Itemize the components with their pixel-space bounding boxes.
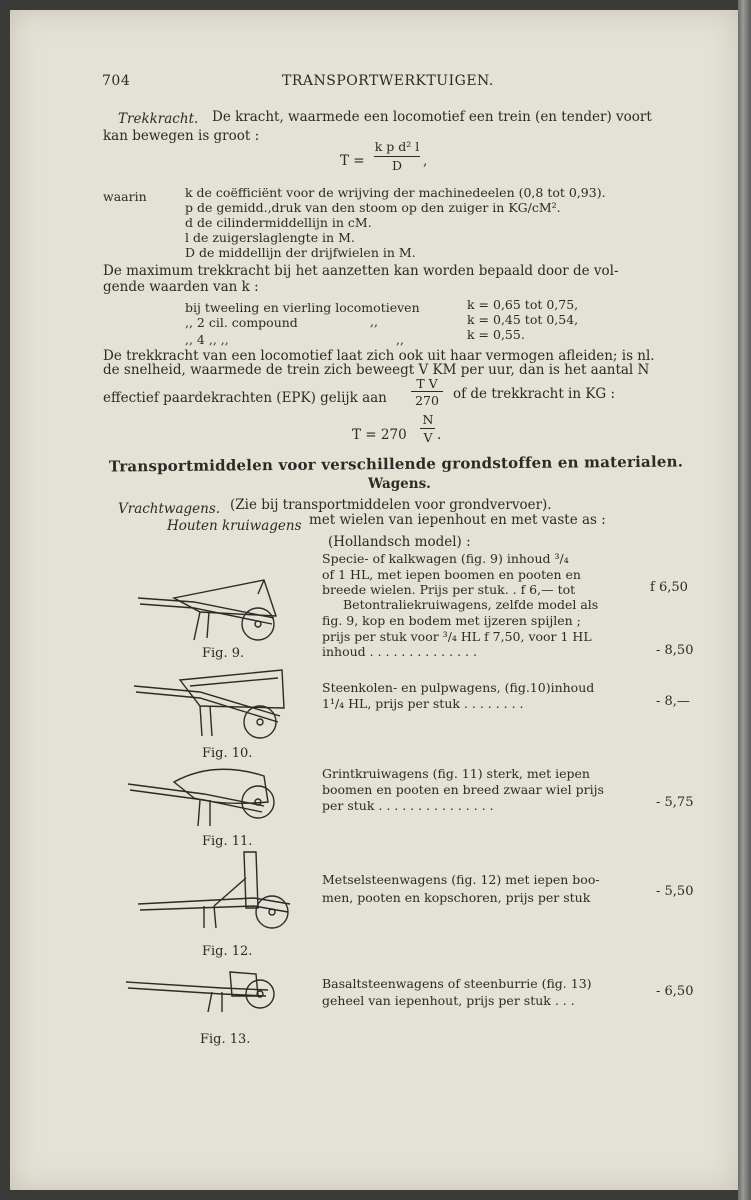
formula2-denominator: V — [423, 430, 433, 445]
brick-barrow-illustration — [134, 848, 294, 940]
max-line1: De maximum trekkracht bij het aanzetten kan worden bepaald door de vol- — [103, 263, 619, 279]
intro-line2: kan bewegen is groot : — [103, 128, 260, 144]
epk-line3a: effectief paardekrachten (EPK) gelijk aan — [103, 390, 387, 406]
stone-barrow-illustration — [122, 966, 282, 1024]
max-line2: gende waarden van k : — [103, 279, 259, 295]
running-title: TRANSPORTWERKTUIGEN. — [282, 73, 494, 89]
fig10-legs — [200, 706, 212, 736]
fig10-handles — [134, 686, 280, 722]
wheelbarrow-open-illustration — [134, 568, 284, 646]
k-row-value: k = 0,65 tot 0,75, — [467, 297, 579, 312]
var-p: p de gemidd.,druk van den stoom op den zuiger in KG/cM². — [185, 200, 561, 215]
item4-price: - 5,50 — [656, 884, 694, 899]
model-text: (Hollandsch model) : — [328, 534, 471, 550]
fig9-hub — [255, 621, 261, 627]
item3-line: Grintkruiwagens (fig. 11) sterk, met iepen — [322, 766, 590, 781]
fig12-upright — [244, 852, 258, 908]
formula2-fraction-bar — [420, 428, 435, 429]
item5-line: geheel van iepenhout, prijs per stuk . . . — [322, 993, 575, 1008]
var-l: l de zuigerslaglengte in M. — [185, 230, 355, 245]
houten-text: met wielen van iepenhout en met vaste as : — [309, 512, 606, 528]
item3-line: per stuk . . . . . . . . . . . . . . . — [322, 798, 494, 813]
k-row-ditto: ,, — [396, 332, 404, 347]
item1-line: Specie- of kalkwagen (fig. 9) inhoud ³/₄ — [322, 551, 569, 566]
vracht-text: (Zie bij transportmiddelen voor grondvervoer). — [230, 497, 552, 513]
item1-line: fig. 9, kop en bodem met ijzeren spijlen ; — [322, 613, 581, 628]
fig13-wheel — [246, 980, 274, 1008]
var-D: D de middellijn der drijfwielen in M. — [185, 245, 416, 260]
page-number: 704 — [102, 73, 131, 89]
k-row-value: k = 0,45 tot 0,54, — [467, 312, 579, 327]
houten-label: Houten kruiwagens — [167, 518, 302, 534]
formula2-end: . — [437, 427, 442, 443]
wheelbarrow-gravel-illustration — [124, 762, 284, 832]
fig11-caption: Fig. 11. — [202, 834, 253, 849]
fig12-caption: Fig. 12. — [202, 944, 253, 959]
k-row-ditto: ,, — [370, 314, 378, 329]
item1-line: prijs per stuk voor ³/₄ HL f 7,50, voor 1 HL — [322, 629, 592, 644]
formula2-numerator: N — [422, 412, 434, 427]
page-edge — [738, 0, 751, 1200]
item4-line: Metselsteenwagens (fig. 12) met iepen boo- — [322, 872, 600, 887]
epk-fraction-numerator: T V — [416, 376, 438, 391]
item3-line: boomen en pooten en breed zwaar wiel prijs — [322, 782, 604, 797]
fig9-tray — [174, 580, 276, 616]
epk-line2: de snelheid, waarmede de trein zich beweegt V KM per uur, dan is het aantal N — [103, 362, 650, 378]
k-row-label: ,, 2 cil. compound — [185, 315, 298, 330]
wheelbarrow-box-illustration — [130, 666, 292, 744]
fig9-caption: Fig. 9. — [202, 646, 245, 661]
formula1-comma: , — [423, 153, 428, 169]
fig12-legs — [204, 878, 246, 928]
epk-line3b: of de trekkracht in KG : — [453, 386, 616, 402]
k-row-label: bij tweeling en vierling locomotieven — [185, 300, 420, 315]
fig13-head — [230, 972, 258, 996]
formula2-lhs: T = 270 — [352, 427, 407, 443]
item2-price: - 8,— — [656, 694, 690, 709]
fig12-hub — [269, 909, 275, 915]
item1-price1: f 6,50 — [650, 580, 688, 595]
formula1-denominator: D — [391, 158, 403, 173]
item5-line: Basaltsteenwagens of steenburrie (fig. 13) — [322, 976, 592, 991]
fig13-caption: Fig. 13. — [200, 1032, 251, 1047]
document-page — [10, 10, 738, 1190]
section-subtitle: Wagens. — [368, 476, 431, 492]
intro-line1: De kracht, waarmede een locomotief een trein (en tender) voort — [212, 109, 652, 125]
item1-line: inhoud . . . . . . . . . . . . . . — [322, 644, 477, 659]
item4-line: men, pooten en kopschoren, prijs per stuk — [322, 890, 591, 905]
var-k: k de coëfficiënt voor de wrijving der machinedeelen (0,8 tot 0,93). — [185, 185, 606, 200]
item5-price: - 6,50 — [656, 984, 694, 999]
vracht-label: Vrachtwagens. — [118, 501, 221, 517]
var-d: d de cilindermiddellijn in cM. — [185, 215, 372, 230]
item1-price2: - 8,50 — [656, 643, 694, 658]
k-row-label: ,, 4 ,, ,, — [185, 332, 229, 347]
item2-line: 1¹/₄ HL, prijs per stuk . . . . . . . . — [322, 696, 524, 711]
item1-line: Betontraliekruiwagens, zelfde model als — [343, 597, 599, 612]
fig10-wheel — [244, 706, 276, 738]
epk-fraction-denominator: 270 — [415, 393, 439, 408]
item3-price: - 5,75 — [656, 795, 694, 810]
item2-line: Steenkolen- en pulpwagens, (fig.10)inhoud — [322, 680, 595, 695]
k-row-value: k = 0,55. — [467, 327, 525, 342]
waarin-label: waarin — [103, 189, 147, 204]
fig11-legs — [198, 800, 210, 826]
item1-line: of 1 HL, met iepen boomen en pooten en — [322, 567, 581, 582]
formula1-numerator: k p d² l — [374, 139, 420, 154]
epk-fraction-bar — [411, 391, 443, 392]
fig13-legs — [208, 992, 222, 1012]
fig10-hub — [257, 719, 263, 725]
trekkracht-label: Trekkracht. — [118, 111, 199, 127]
item1-line: breede wielen. Prijs per stuk. . f 6,— tot — [322, 582, 576, 597]
epk-line1: De trekkracht van een locomotief laat zich ook uit haar vermogen afleiden; is nl. — [103, 348, 655, 364]
section-title: Transportmiddelen voor verschillende grondstoffen en materialen. — [108, 452, 684, 476]
formula1-lhs: T = — [340, 153, 365, 169]
fig10-caption: Fig. 10. — [202, 746, 253, 761]
formula1-fraction-bar — [374, 156, 420, 157]
